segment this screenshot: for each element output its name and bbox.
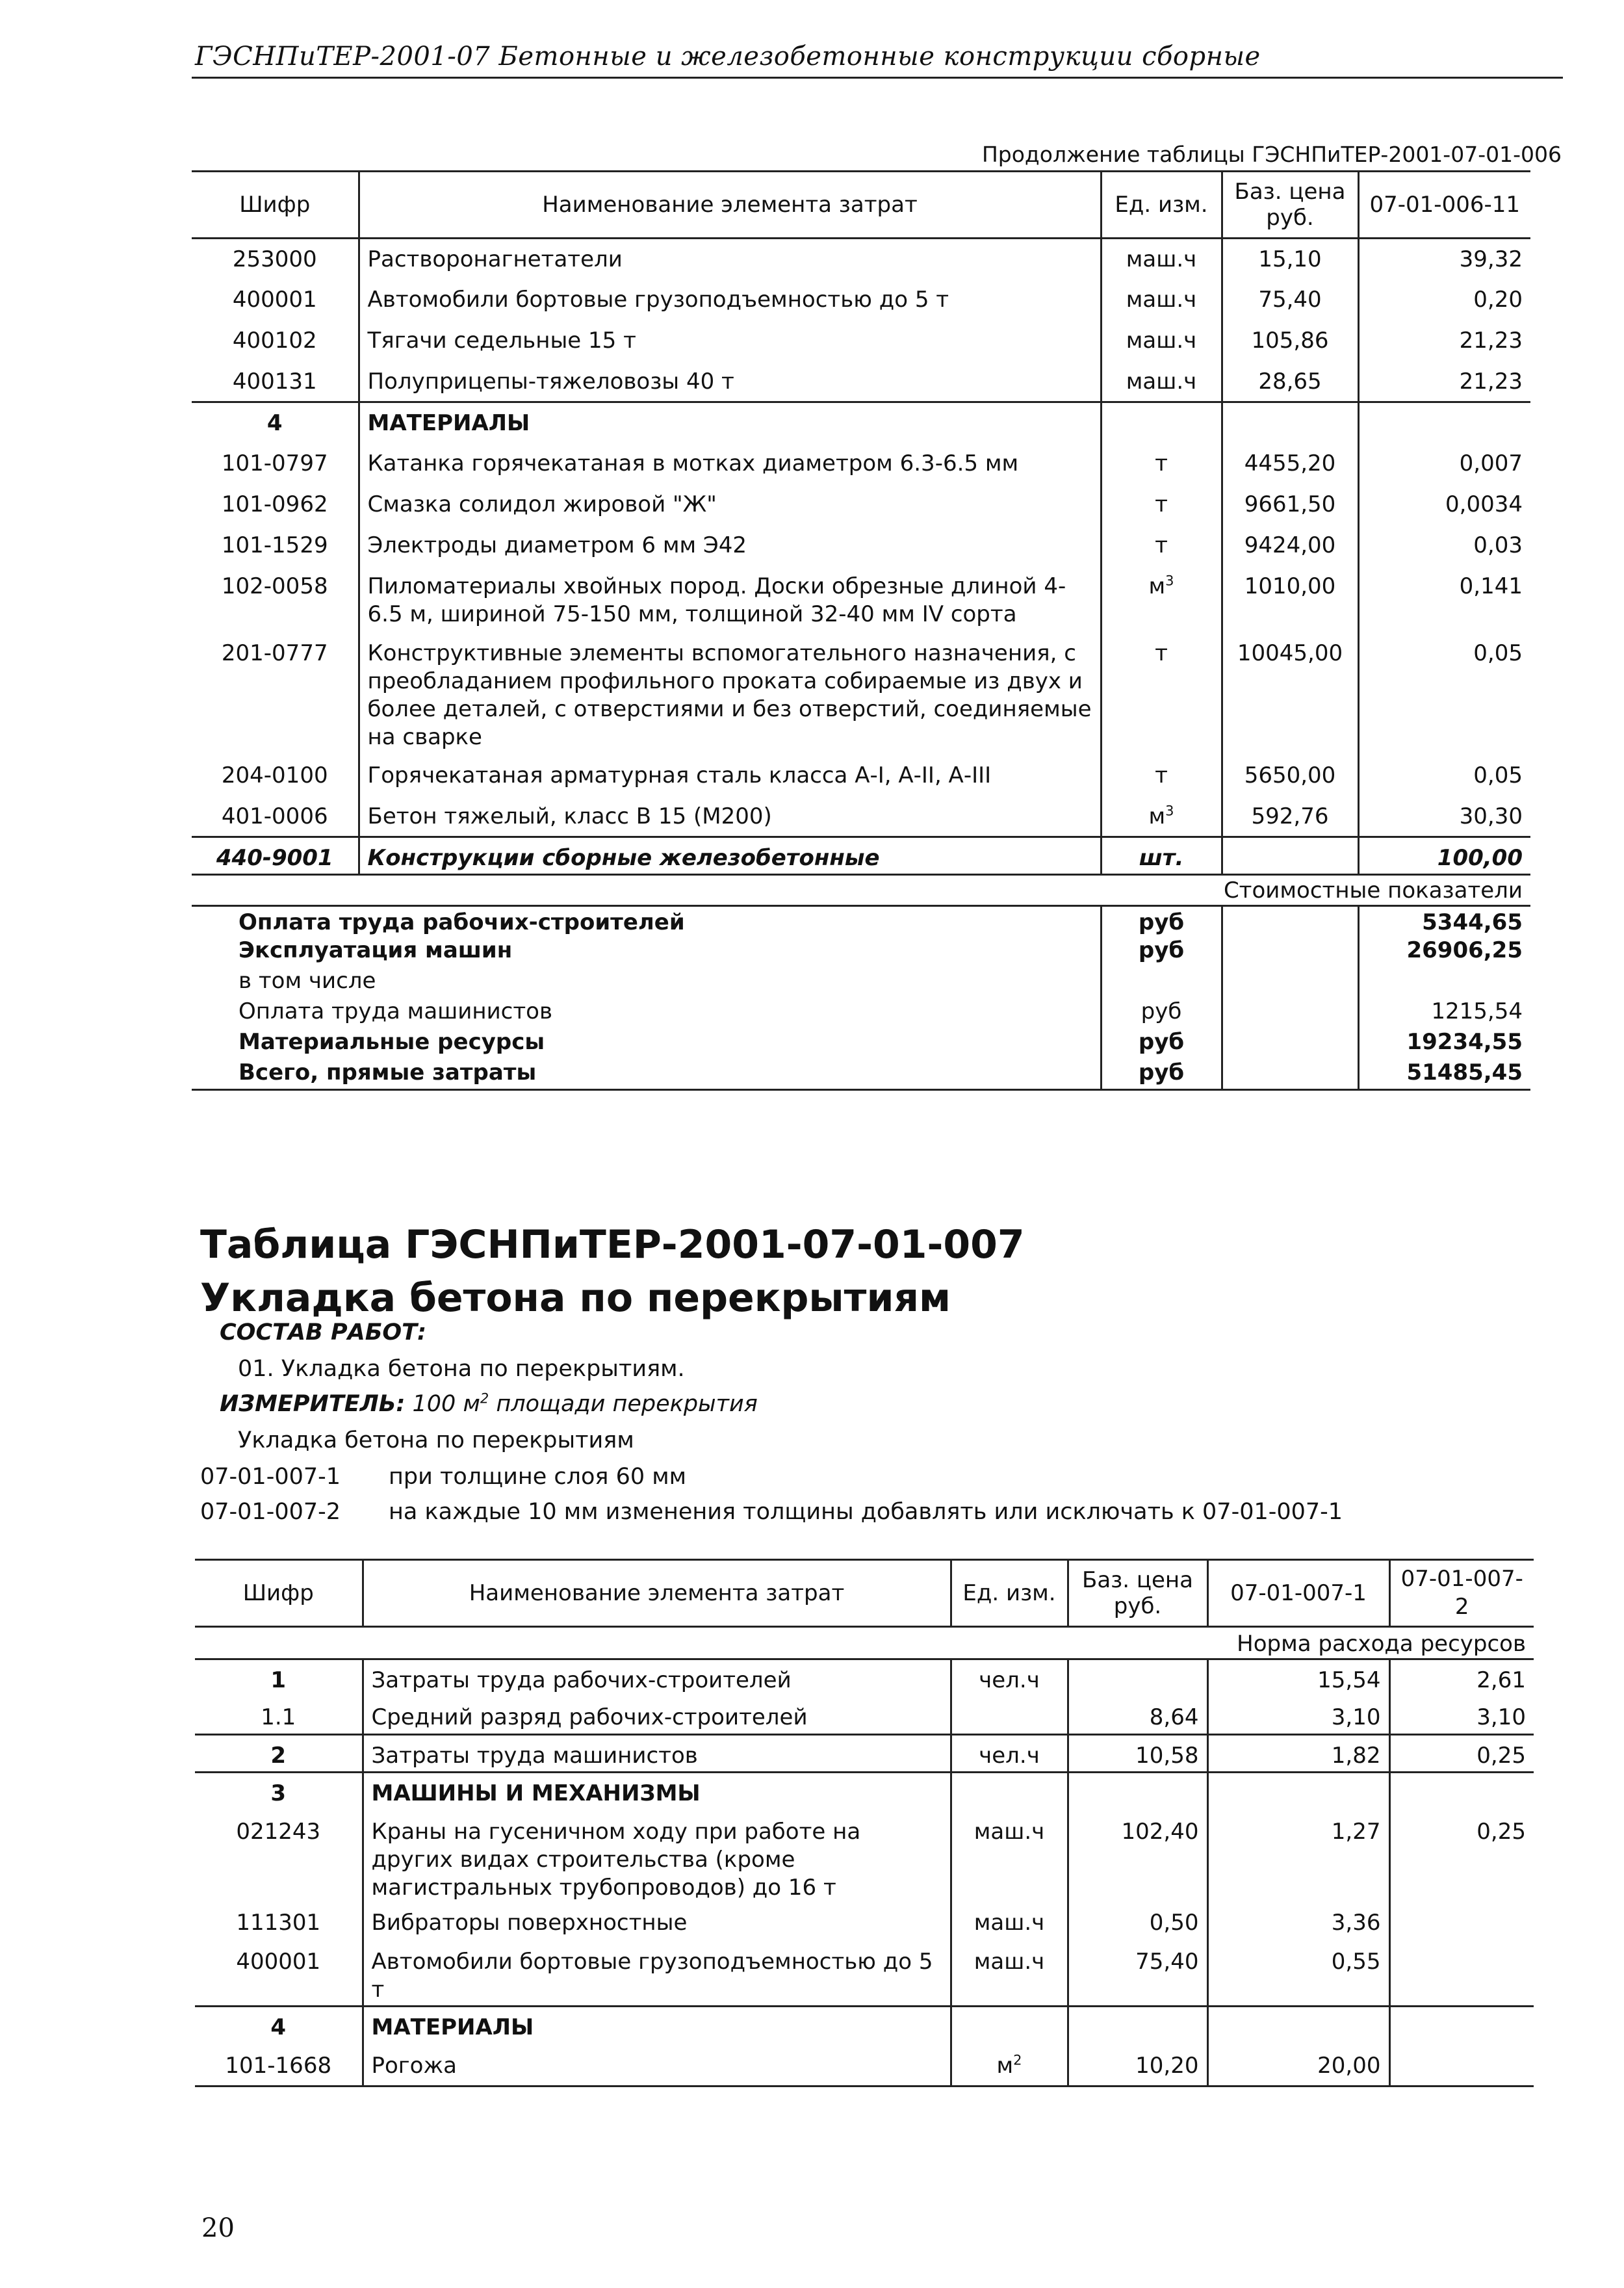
page-header: ГЭСНПиТЕР-2001-07 Бетонные и железобетонные конструкции сборные [195,42,1261,72]
meter-line: ИЗМЕРИТЕЛЬ: 100 $м^2$ площади перекрытия [220,1390,758,1417]
work-item: 01. Укладка бетона по перекрытиям. [238,1356,685,1382]
cost-row: Эксплуатация машин руб 26906,25 [192,937,1530,967]
cost-row: Оплата труда машинистов руб 1215,54 [192,998,1530,1028]
table-row: 021243 Краны на гусеничном ходу при работе на других видах строительства (кроме магистральных трубопроводов) до 16 т маш.ч 102,40 1,27 0,25 [195,1812,1534,1903]
cost-row: Оплата труда рабочих-строителей руб 5344,65 [192,906,1530,937]
resource-table-1 [192,170,1530,1091]
header-code: Шифр [242,1580,314,1606]
table-header-row [192,172,1530,239]
header-price: Баз. цена руб. [1068,1560,1207,1627]
table-row: 201-0777 Конструктивные элементы вспомогательного назначения, с преобладанием профильного проката собираемые из двух и более деталей, с отверстиями и без отверстий, соединяемые на сварке т 10045,00 0,05 [192,633,1530,755]
table-row: 204-0100 Горячекатаная арматурная сталь класса А-I, А-II, А-III т 5650,00 0,05 [192,755,1530,796]
table-row: 101-0797 Катанка горячекатаная в мотках диаметром 6.3-6.5 мм т 4455,20 0,007 [192,443,1530,484]
header-col1: 07-01-006-11 [1358,172,1530,239]
table-row: 253000 Растворонагнетатели маш.ч 15,10 39,32 [192,239,1530,280]
table-title: Таблица ГЭСНПиТЕР-2001-07-01-007 [200,1222,1025,1268]
norm-label-row: Норма расхода ресурсов [195,1627,1534,1659]
table-row: 400131 Полуприцепы-тяжеловозы 40 т маш.ч 28,65 21,23 [192,361,1530,402]
table-row: 1 Затраты труда рабочих-строителей чел.ч 15,54 2,61 [195,1659,1534,1697]
cost-row: Материальные ресурсы руб 19234,55 [192,1028,1530,1059]
header-name: Наименование элемента затрат [363,1560,951,1627]
table-row: 101-1529 Электроды диаметром 6 мм Э42 т 9424,00 0,03 [192,525,1530,566]
resource-table-2 [195,1559,1534,2087]
header-price: Баз. цена руб. [1222,172,1358,239]
section-row-materials: 4 МАТЕРИАЛЫ [195,2007,1534,2046]
table-row: 102-0058 Пиломатериалы хвойных пород. Доски обрезные длиной 4-6.5 м, шириной 75-150 мм, толщиной 32-40 мм IV сорта $м^3$ 1010,00 0,141 [192,566,1530,633]
table-row: 111301 Вибраторы поверхностные маш.ч 0,50 3,36 [195,1903,1534,1942]
table-row: 2 Затраты труда машинистов чел.ч 10,58 1,82 0,25 [195,1735,1534,1773]
product-row: 440-9001 Конструкции сборные железобетонные шт. 100,00 [192,837,1530,875]
work-composition-label: СОСТАВ РАБОТ: [220,1320,426,1346]
variant-code: 07-01-007-2 [200,1499,341,1525]
table-row: 101-0962 Смазка солидол жировой "Ж" т 9661,50 0,0034 [192,484,1530,525]
header-unit: Ед. изм. [1101,172,1222,239]
header-name: Наименование элемента затрат [359,172,1101,239]
header-divider [192,77,1563,79]
table-row: 1.1 Средний разряд рабочих-строителей 8,64 3,10 3,10 [195,1697,1534,1735]
cost-label-row: Стоимостные показатели [192,875,1530,906]
section-row-materials: 4 МАТЕРИАЛЫ [192,402,1530,443]
cost-row: Всего, прямые затраты руб 51485,45 [192,1059,1530,1089]
header-col2: 07-01-007-2 [1389,1560,1534,1627]
variant-code: 07-01-007-1 [200,1464,341,1490]
cost-row: в том числе [192,967,1530,998]
group-label: Укладка бетона по перекрытиям [238,1427,634,1453]
table-subtitle: Укладка бетона по перекрытиям [200,1275,951,1321]
table-continuation-caption: Продолжение таблицы ГЭСНПиТЕР-2001-07-01-006 [981,142,1562,167]
variant-text: на каждые 10 мм изменения толщины добавлять или исключать к 07-01-007-1 [389,1499,1343,1525]
variant-text: при толщине слоя 60 мм [389,1464,687,1490]
page-number: 20 [201,2213,235,2243]
table-row: 401-0006 Бетон тяжелый, класс В 15 (М200) $м^3$ 592,76 30,30 [192,796,1530,837]
table-row: 400102 Тягачи седельные 15 т маш.ч 105,86 21,23 [192,320,1530,361]
table-row: 101-1668 Рогожа $м^2$ 10,20 20,00 [195,2046,1534,2086]
header-code: Шифр [239,191,311,218]
table-header-row [195,1560,1534,1627]
section-row-machines: 3 МАШИНЫ И МЕХАНИЗМЫ [195,1773,1534,1812]
table-row: 400001 Автомобили бортовые грузоподъемностью до 5 т маш.ч 75,40 0,55 [195,1942,1534,2007]
header-unit: Ед. изм. [951,1560,1068,1627]
header-col1: 07-01-007-1 [1207,1560,1389,1627]
table-row: 400001 Автомобили бортовые грузоподъемностью до 5 т маш.ч 75,40 0,20 [192,280,1530,320]
